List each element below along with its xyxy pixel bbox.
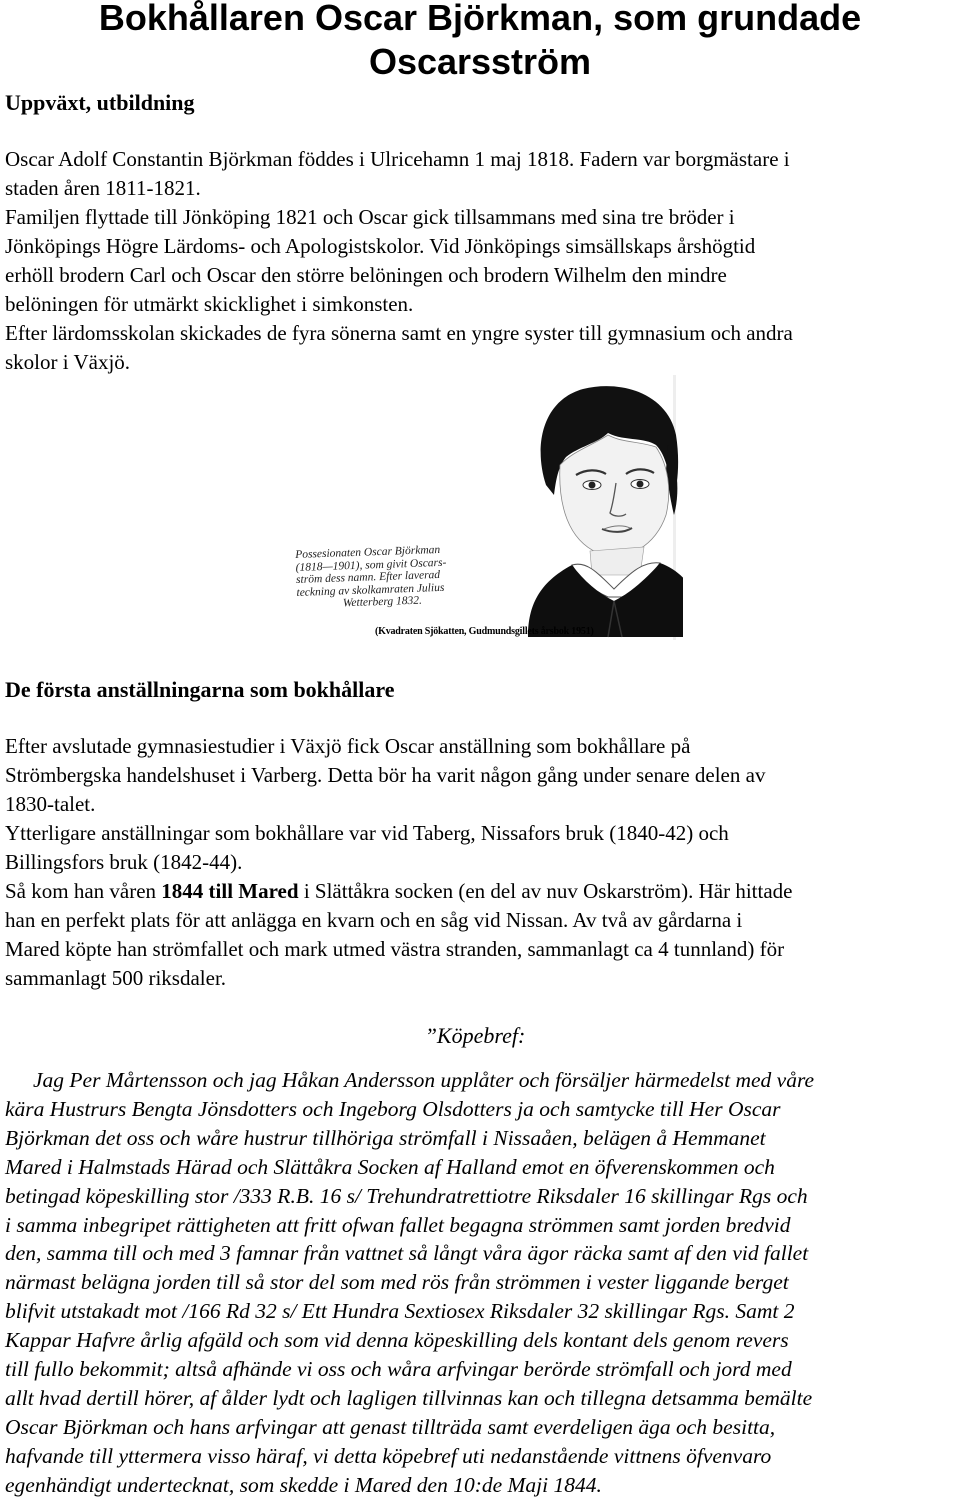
text-line: Mared köpte han strömfallet och mark utmed västra stranden, sammanlagt ca 4 tunnland) för	[5, 937, 785, 961]
quote-line: Mared i Halmstads Härad och Slättåkra Socken af Halland emot en öfverenskommen och	[5, 1154, 775, 1179]
section-upbringing-text	[5, 145, 960, 377]
text-line: Billingsfors bruk (1842-44).	[5, 850, 243, 874]
quote-line: Oscar Björkman och hans arfvingar att genast tillträda samt everdeligen äga och besitta,	[5, 1414, 776, 1439]
figure-caption-line: ström dess namn. Efter laverad	[295, 568, 441, 586]
figure-caption-line: (1818—1901), som givit Oscars-	[295, 556, 447, 574]
quote-line: blifvit utstakadt mot /166 Rd 32 s/ Ett Hundra Sextiosex Riksdaler 32 skillingar Rgs. Samt 2	[5, 1299, 795, 1324]
page-title-line-2: Oscarsström	[368, 41, 592, 82]
text-line: sammanlagt 500 riksdaler.	[5, 966, 227, 990]
text-line: han en perfekt plats för att anlägga en kvarn och en såg vid Nissan. Av två av gårdarna i	[5, 908, 743, 932]
text-run: Så kom han våren	[5, 879, 162, 903]
deed-quote	[5, 1066, 960, 1500]
quote-line: närmast belägna jorden till så stor del som med rös från strömmen i vester liggande berget	[5, 1270, 789, 1295]
text-line: Jönköpings Högre Lärdoms- och Apologistskolor. Vid Jönköpings simsällskaps årshögtid	[5, 234, 756, 258]
figure-caption	[295, 542, 487, 611]
figure-caption-line: Possesionaten Oscar Björkman	[295, 543, 441, 561]
quote-line: Kappar Hafvre årlig afgäld och som vid denna köpeskilling dels kontant dels genom revers	[5, 1328, 789, 1353]
text-line: erhöll brodern Carl och Oscar den större belöningen och brodern Wilhelm den mindre	[5, 263, 727, 287]
text-run: i Slättåkra socken (en del av nuv Oskarström). Här hittade	[298, 879, 793, 903]
text-line: staden åren 1811-1821.	[5, 176, 201, 200]
page-title	[0, 0, 960, 84]
quote-line: kära Hustrurs Bengta Jönsdotters och Ingeborg Olsdotters ja och samtycke till Her Oscar	[5, 1096, 781, 1121]
page-title-line-1: Bokhållaren Oscar Björkman, som grundade	[98, 0, 862, 38]
section-heading-employment: De första anställningarna som bokhållare	[5, 677, 395, 702]
text-line: Efter avslutade gymnasiestudier i Växjö fick Oscar anställning som bokhållare på	[5, 734, 691, 758]
figure-caption-line: teckning av skolkamraten Julius	[296, 581, 445, 599]
quote-line: Björkman det oss och wåre hustrur tillhöriga strömfall i Nissaåen, belägen å Hemmanet	[5, 1125, 766, 1150]
text-line: belöningen för utmärkt skicklighet i simkonsten.	[5, 292, 414, 316]
text-line-mixed	[5, 877, 960, 906]
text-line: 1830-talet.	[5, 792, 96, 816]
text-line: Strömbergska handelshuset i Varberg. Detta bör ha varit någon gång under senare delen av	[5, 763, 766, 787]
portrait-figure	[283, 375, 683, 645]
text-line: skolor i Växjö.	[5, 350, 131, 374]
quote-line: hafvande till yttermera visso häraf, vi detta köpebref uti nedanstående vittnens öfvenvaro	[5, 1443, 772, 1468]
text-line: Efter lärdomsskolan skickades de fyra sönerna samt en yngre syster till gymnasium och andra	[5, 321, 793, 345]
bold-text-run: 1844 till Mared	[161, 879, 299, 903]
text-line: Familjen flyttade till Jönköping 1821 och Oscar gick tillsammans med sina tre bröder i	[5, 205, 735, 229]
quote-line: Jag Per Mårtensson och jag Håkan Andersson upplåter och försäljer härmedelst med våre	[33, 1068, 815, 1092]
quote-line: betingad köpeskilling stor /333 R.B. 16 s/ Trehundratrettiotre Riksdaler 16 skillingar Rgs och	[5, 1183, 808, 1208]
section-employment-text	[5, 732, 960, 993]
figure-credit: (Kvadraten Sjökatten, Gudmundsgillets årsbok 1951)	[375, 626, 594, 637]
deed-title: ”Köpebref:	[424, 1023, 526, 1048]
quote-line: allt hvad dertill hörer, af ålder lydt och lagligen tillvinnas kan och tillegna detsamma bemälte	[5, 1385, 813, 1410]
section-heading-upbringing: Uppväxt, utbildning	[5, 90, 195, 115]
quote-line: den, samma till och med 3 famnar från vattnet så långt våra ägor räcka samt af den vid fallet	[5, 1241, 809, 1266]
figure-caption-line: Wetterberg 1832.	[342, 594, 423, 610]
text-line: Ytterligare anställningar som bokhållare var vid Taberg, Nissafors bruk (1840-42) och	[5, 821, 729, 845]
quote-line: i samma inbegripet rättigheten att fritt ofwan fallet begagna strömmen samt jorden bredvid	[5, 1212, 791, 1237]
quote-line: till fullo bekommit; altså afhände vi oss och wåra arfvingar berörde strömfall och jord med	[5, 1357, 792, 1382]
quote-line: egenhändigt undertecknat, som skedde i Mared den 10:de Maji 1844.	[5, 1472, 602, 1497]
text-line: Oscar Adolf Constantin Björkman föddes i Ulricehamn 1 maj 1818. Fadern var borgmästare i	[5, 147, 790, 171]
